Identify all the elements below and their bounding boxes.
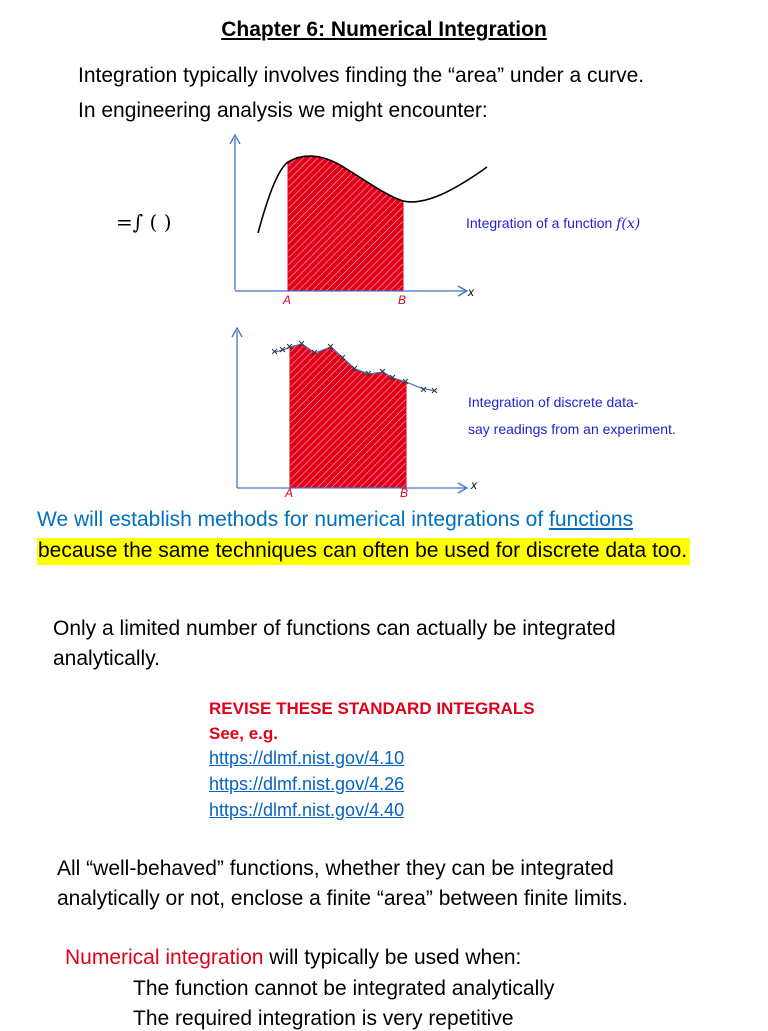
discrete-shaded-area [290, 344, 406, 488]
intro-line-2: In engineering analysis we might encounter: [78, 99, 488, 122]
figure1-a-label: A [283, 293, 292, 307]
figure2-caption-line-1: Integration of discrete data- [468, 394, 639, 410]
intro-line-1: Integration typically involves finding the “area” under a curve. [78, 64, 645, 87]
dlmf-link-4-26[interactable]: https://dlmf.nist.gov/4.26 [209, 774, 405, 794]
figure1-caption [466, 215, 640, 232]
numerical-integration-rest: will typically be used when: [263, 946, 522, 969]
functions-underlined: functions [549, 508, 634, 531]
dlmf-link-4-10[interactable]: https://dlmf.nist.gov/4.10 [209, 748, 405, 768]
figure2-caption-line-2: say readings from an experiment. [468, 421, 676, 437]
page-title: Chapter 6: Numerical Integration [221, 18, 547, 41]
integral-formula: =∫ ( ) [116, 210, 172, 234]
figure2-x-label: x [471, 478, 477, 492]
discrete-integration-figure [225, 325, 485, 495]
establish-text: We will establish methods for numerical integrations of [37, 508, 550, 531]
revise-heading: REVISE THESE STANDARD INTEGRALS [209, 699, 535, 718]
limited-functions-line-2: analytically. [53, 647, 160, 670]
figure1-caption-func: f [616, 216, 622, 232]
figure1-caption-text: Integration of a function [466, 215, 617, 231]
function-shaded-area [288, 156, 403, 291]
see-eg-label: See, e.g. [209, 724, 278, 743]
limited-functions-line-1: Only a limited number of functions can actually be integrated [53, 617, 616, 640]
figure1-x-label: x [468, 285, 474, 299]
highlighted-statement: because the same techniques can often be used for discrete data too. [37, 538, 690, 565]
figure2-a-label: A [285, 486, 294, 500]
dlmf-link-4-40[interactable]: https://dlmf.nist.gov/4.40 [209, 800, 405, 820]
use-case-item: The function cannot be integrated analytically [133, 977, 555, 1000]
use-case-item: The required integration is very repetitive [133, 1007, 514, 1030]
figure2-b-label: B [400, 486, 409, 500]
numerical-integration-intro [65, 946, 521, 970]
numerical-integration-term: Numerical integration [65, 946, 264, 969]
establish-methods-text [37, 508, 633, 532]
well-behaved-line-2: analytically or not, enclose a finite “area” between finite limits. [57, 887, 628, 910]
function-integration-figure [225, 130, 495, 310]
figure1-caption-arg: (x) [621, 216, 641, 232]
figure1-b-label: B [398, 293, 407, 307]
well-behaved-line-1: All “well-behaved” functions, whether they can be integrated [57, 857, 614, 880]
